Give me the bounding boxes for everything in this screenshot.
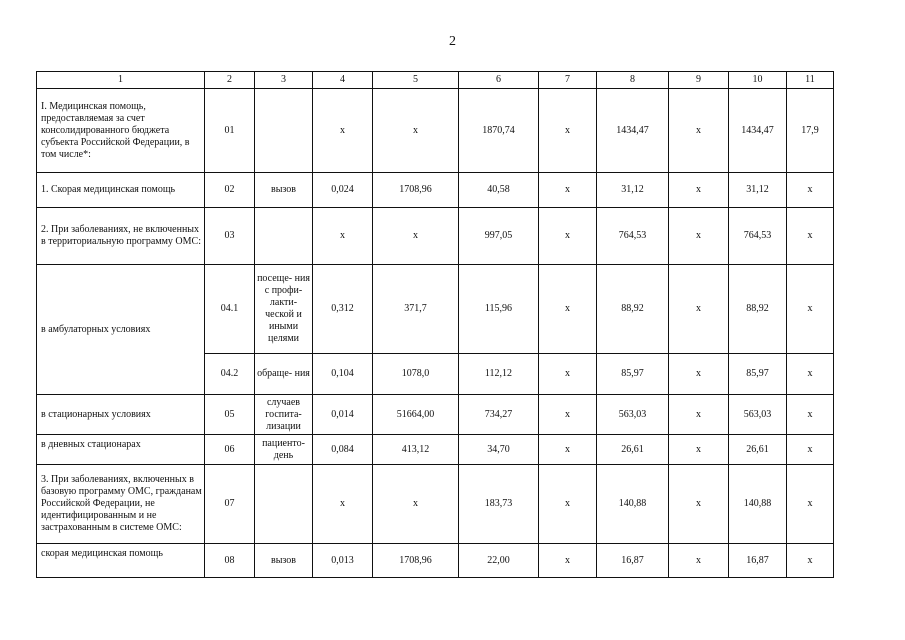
cell: 764,53: [597, 208, 669, 265]
cell: x: [787, 395, 834, 435]
row-unit: обраще- ния: [255, 354, 313, 395]
cell: 88,92: [729, 265, 787, 354]
cell: x: [787, 265, 834, 354]
data-table: [36, 71, 834, 578]
cell: x: [669, 89, 729, 173]
cell: 0,024: [313, 173, 373, 208]
cell: 1870,74: [459, 89, 539, 173]
cell: 26,61: [729, 435, 787, 465]
cell: 371,7: [373, 265, 459, 354]
cell: 0,084: [313, 435, 373, 465]
row-name: в стационарных условиях: [37, 395, 205, 435]
header-row: [37, 72, 834, 89]
cell: 16,87: [597, 544, 669, 578]
cell: 1708,96: [373, 544, 459, 578]
cell: x: [539, 465, 597, 544]
row-code: 04.2: [205, 354, 255, 395]
column-header: 6: [459, 72, 539, 89]
cell: 112,12: [459, 354, 539, 395]
cell: 1078,0: [373, 354, 459, 395]
row-unit: [255, 89, 313, 173]
cell: 85,97: [729, 354, 787, 395]
column-header: 1: [37, 72, 205, 89]
table-row: [37, 435, 834, 465]
page-number: 2: [449, 34, 456, 49]
cell: 140,88: [729, 465, 787, 544]
cell: x: [669, 435, 729, 465]
column-header: 11: [787, 72, 834, 89]
row-name: скорая медицинская помощь: [37, 544, 205, 578]
row-code: 05: [205, 395, 255, 435]
table-row: [37, 265, 834, 354]
row-unit: посеще- ния с профи- лакти- ческой и иными целями: [255, 265, 313, 354]
cell: x: [539, 265, 597, 354]
cell: x: [539, 89, 597, 173]
row-unit: [255, 208, 313, 265]
column-header: 8: [597, 72, 669, 89]
column-header: 10: [729, 72, 787, 89]
cell: 1708,96: [373, 173, 459, 208]
cell: 764,53: [729, 208, 787, 265]
column-header: 9: [669, 72, 729, 89]
row-unit: случаев госпита- лизации: [255, 395, 313, 435]
cell: x: [669, 354, 729, 395]
cell: x: [373, 208, 459, 265]
cell: 0,013: [313, 544, 373, 578]
cell: 31,12: [597, 173, 669, 208]
cell: 34,70: [459, 435, 539, 465]
cell: x: [539, 435, 597, 465]
cell: x: [787, 465, 834, 544]
table-row: [37, 89, 834, 173]
cell: x: [539, 354, 597, 395]
cell: 51664,00: [373, 395, 459, 435]
column-header: 4: [313, 72, 373, 89]
cell: 563,03: [597, 395, 669, 435]
cell: x: [539, 395, 597, 435]
cell: 22,00: [459, 544, 539, 578]
column-header: 2: [205, 72, 255, 89]
table-row: [37, 208, 834, 265]
table-row: [37, 173, 834, 208]
cell: x: [669, 395, 729, 435]
cell: x: [373, 465, 459, 544]
cell: x: [669, 265, 729, 354]
row-code: 02: [205, 173, 255, 208]
row-name: I. Медицинская помощь, предоставляемая за счет консолидированного бюджета субъекта Российской Федерации, в том числе*:: [37, 89, 205, 173]
row-unit: [255, 465, 313, 544]
cell: x: [669, 208, 729, 265]
row-unit: пациенто- день: [255, 435, 313, 465]
row-unit: вызов: [255, 173, 313, 208]
table-row: [37, 465, 834, 544]
column-header: 3: [255, 72, 313, 89]
cell: 16,87: [729, 544, 787, 578]
row-code: 03: [205, 208, 255, 265]
row-code: 04.1: [205, 265, 255, 354]
cell: x: [787, 173, 834, 208]
cell: 0,312: [313, 265, 373, 354]
row-name: в дневных стационарах: [37, 435, 205, 465]
row-code: 07: [205, 465, 255, 544]
cell: 183,73: [459, 465, 539, 544]
row-name: 1. Скорая медицинская помощь: [37, 173, 205, 208]
cell: 0,104: [313, 354, 373, 395]
cell: 997,05: [459, 208, 539, 265]
cell: 40,58: [459, 173, 539, 208]
row-name: 2. При заболеваниях, не включенных в территориальную программу ОМС:: [37, 208, 205, 265]
cell: x: [539, 208, 597, 265]
row-name: в амбулаторных условиях: [37, 265, 205, 395]
cell: x: [373, 89, 459, 173]
cell: x: [313, 465, 373, 544]
cell: x: [787, 208, 834, 265]
row-code: 06: [205, 435, 255, 465]
cell: x: [669, 544, 729, 578]
cell: x: [669, 173, 729, 208]
cell: x: [313, 89, 373, 173]
cell: 31,12: [729, 173, 787, 208]
cell: x: [669, 465, 729, 544]
column-header: 7: [539, 72, 597, 89]
cell: 85,97: [597, 354, 669, 395]
column-header: 5: [373, 72, 459, 89]
cell: x: [787, 435, 834, 465]
row-unit: вызов: [255, 544, 313, 578]
cell: 563,03: [729, 395, 787, 435]
row-name: 3. При заболеваниях, включенных в базовую программу ОМС, гражданам Российской Федерации, не идентифицированным и не застрахованным в системе ОМС:: [37, 465, 205, 544]
cell: x: [539, 544, 597, 578]
table-row: [37, 395, 834, 435]
cell: 1434,47: [597, 89, 669, 173]
cell: 1434,47: [729, 89, 787, 173]
cell: 17,9: [787, 89, 834, 173]
cell: x: [539, 173, 597, 208]
cell: 88,92: [597, 265, 669, 354]
cell: 0,014: [313, 395, 373, 435]
cell: 140,88: [597, 465, 669, 544]
table-row: [37, 544, 834, 578]
row-code: 01: [205, 89, 255, 173]
cell: x: [787, 544, 834, 578]
cell: 115,96: [459, 265, 539, 354]
cell: x: [313, 208, 373, 265]
row-code: 08: [205, 544, 255, 578]
cell: x: [787, 354, 834, 395]
cell: 26,61: [597, 435, 669, 465]
cell: 413,12: [373, 435, 459, 465]
cell: 734,27: [459, 395, 539, 435]
